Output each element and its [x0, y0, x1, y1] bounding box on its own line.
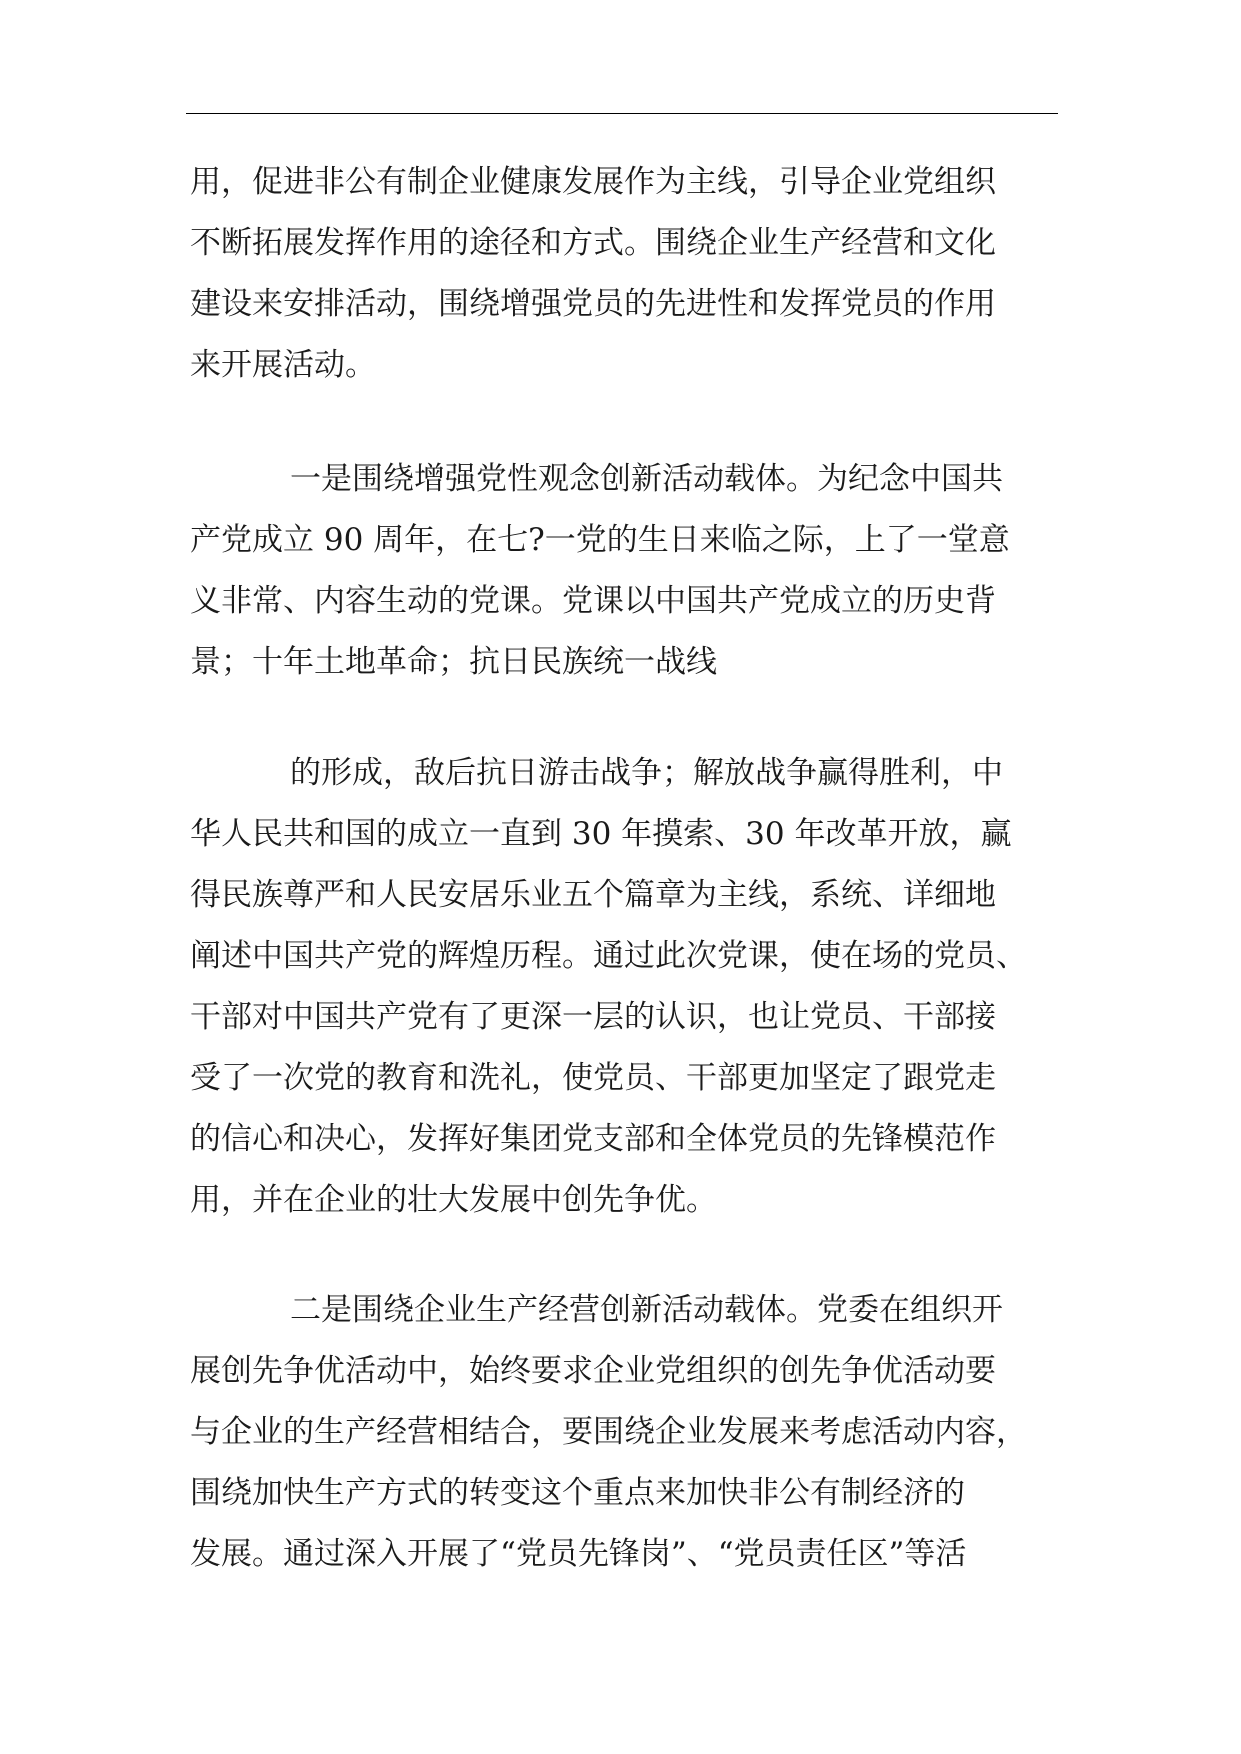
text-line: 干部对中国共产党有了更深一层的认识，也让党员、干部接 [190, 999, 996, 1035]
text-line: 不断拓展发挥作用的途径和方式。围绕企业生产经营和文化 [190, 225, 996, 261]
text-line: 来开展活动。 [190, 347, 376, 383]
text-line: 受了一次党的教育和洗礼，使党员、干部更加坚定了跟党走 [190, 1060, 996, 1096]
text-line: 展创先争优活动中，始终要求企业党组织的创先争优活动要 [190, 1353, 996, 1389]
text-line: 的形成，敌后抗日游击战争；解放战争赢得胜利，中 [290, 755, 1003, 791]
text-line: 义非常、内容生动的党课。党课以中国共产党成立的历史背 [190, 583, 996, 619]
text-line: 发展。通过深入开展了“党员先锋岗”、“党员责任区”等活 [190, 1536, 967, 1572]
text-line: 景；十年土地革命；抗日民族统一战线 [190, 644, 717, 680]
text-line: 产党成立 90 周年，在七?一党的生日来临之际，上了一堂意 [190, 522, 1010, 558]
text-line: 得民族尊严和人民安居乐业五个篇章为主线，系统、详细地 [190, 877, 996, 913]
text-line: 围绕加快生产方式的转变这个重点来加快非公有制经济的 [190, 1475, 965, 1511]
text-line: 与企业的生产经营相结合，要围绕企业发展来考虑活动内容， [190, 1414, 1027, 1450]
text-line: 的信心和决心，发挥好集团党支部和全体党员的先锋模范作 [190, 1121, 996, 1157]
text-line: 阐述中国共产党的辉煌历程。通过此次党课，使在场的党员、 [190, 938, 1027, 974]
text-line: 华人民共和国的成立一直到 30 年摸索、30 年改革开放，赢 [190, 816, 1012, 852]
text-line: 用，并在企业的壮大发展中创先争优。 [190, 1182, 717, 1218]
text-line: 二是围绕企业生产经营创新活动载体。党委在组织开 [290, 1292, 1003, 1328]
text-line: 一是围绕增强党性观念创新活动载体。为纪念中国共 [290, 461, 1003, 497]
header-rule [186, 113, 1058, 114]
text-line: 用，促进非公有制企业健康发展作为主线，引导企业党组织 [190, 164, 996, 200]
text-line: 建设来安排活动，围绕增强党员的先进性和发挥党员的作用 [190, 286, 996, 322]
